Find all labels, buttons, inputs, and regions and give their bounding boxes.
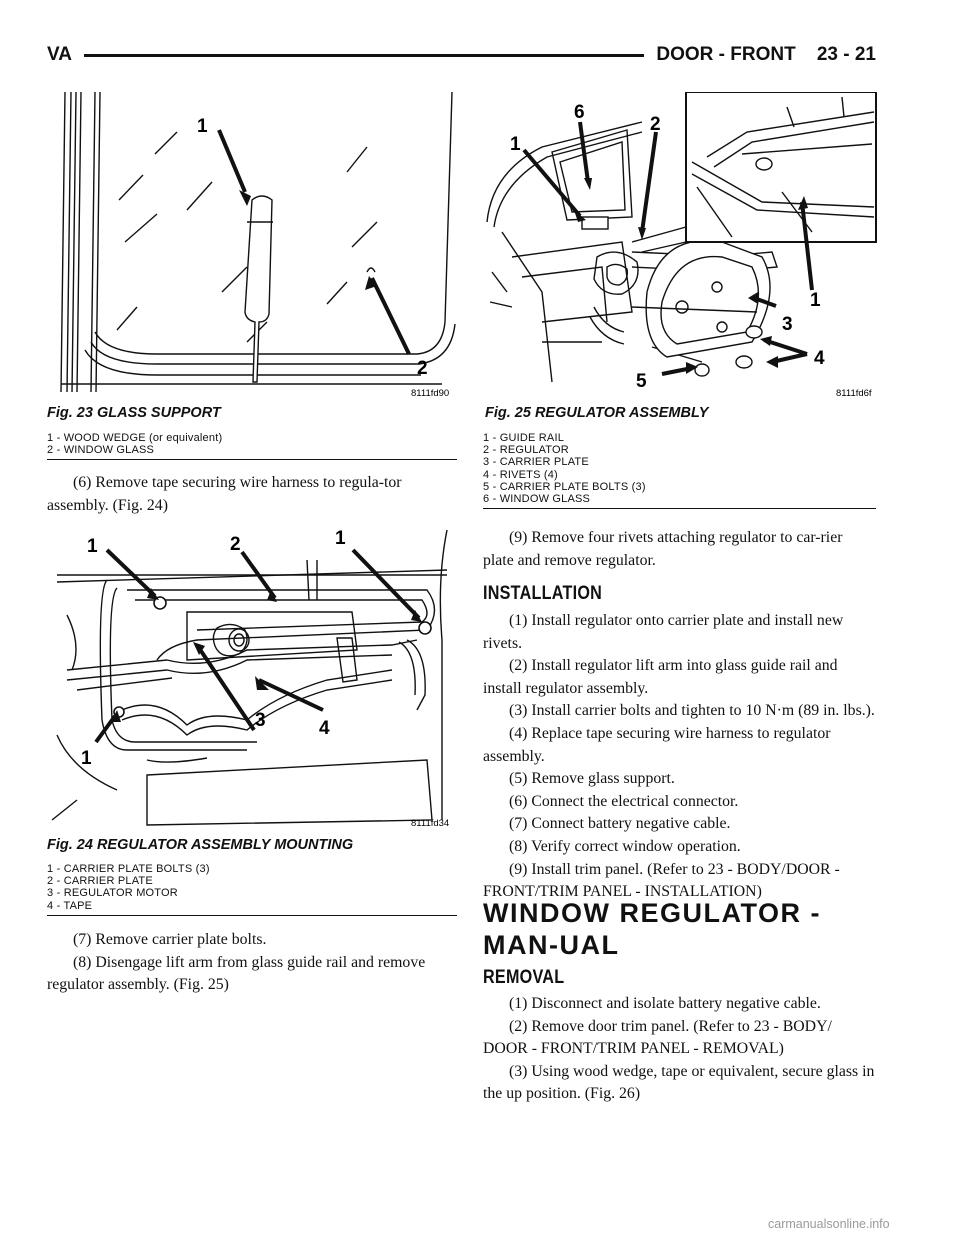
- step-paragraph: (7) Remove carrier plate bolts.: [73, 931, 267, 948]
- installation-steps: [483, 610, 876, 904]
- fig23-id: 8111fd90: [411, 388, 450, 399]
- fig24-legend-item: 2 - CARRIER PLATE: [47, 875, 153, 888]
- section-heading: WINDOW REGULATOR - MAN-UAL: [483, 898, 821, 960]
- install-step: (6) Connect the electrical connector.: [509, 792, 739, 810]
- install-step: (3) Install carrier bolts and tighten to 10 N·m (89 in. lbs.).: [509, 702, 875, 720]
- fig23-legend-item: 1 - WOOD WEDGE (or equivalent): [47, 432, 223, 444]
- fig24-callout-2: 2: [230, 534, 241, 555]
- page-header: [47, 40, 876, 70]
- fig25-callout-1b: 1: [810, 290, 821, 311]
- removal-step: (2) Remove door trim panel. (Refer to 23 - BODY/ DOOR - FRONT/TRIM PANEL - REMOVAL): [483, 1017, 832, 1058]
- fig25-legend-item: 6 - WINDOW GLASS: [483, 493, 591, 506]
- right-text-block-1: [483, 527, 876, 572]
- removal-step: (3) Using wood wedge, tape or equivalent, secure glass in the up position. (Fig. 26): [483, 1062, 875, 1103]
- fig25-callout-4: 4: [814, 348, 825, 369]
- fig25-legend-item: 2 - REGULATOR: [483, 444, 569, 457]
- fig25-legend: [483, 432, 876, 509]
- fig23-illustration: [47, 92, 457, 402]
- fig23-callout-1: 1: [197, 116, 208, 137]
- left-text-block-1: [47, 472, 457, 517]
- fig24-legend: [47, 863, 457, 916]
- header-section-code: VA: [47, 44, 72, 65]
- step-paragraph: (9) Remove four rivets attaching regulator to car-rier plate and remove regulator.: [483, 529, 843, 569]
- fig23-callout-2: 2: [417, 358, 428, 379]
- removal-steps: [483, 993, 876, 1106]
- step-paragraph: (6) Remove tape securing wire harness to regula-tor assembly. (Fig. 24): [47, 474, 402, 514]
- header-rule: [84, 54, 644, 57]
- watermark: carmanualsonline.info: [768, 1217, 890, 1231]
- fig25-legend-item: 3 - CARRIER PLATE: [483, 456, 589, 469]
- fig24-callout-1c: 1: [81, 748, 92, 769]
- fig24-callout-4: 4: [319, 718, 330, 739]
- fig25-caption: Fig. 25 REGULATOR ASSEMBLY: [485, 405, 709, 421]
- fig24-callout-3: 3: [255, 710, 266, 731]
- fig24-legend-item: 1 - CARRIER PLATE BOLTS (3): [47, 863, 210, 875]
- removal-step: (1) Disconnect and isolate battery negative cable.: [509, 995, 821, 1012]
- fig25-legend-item: 5 - CARRIER PLATE BOLTS (3): [483, 480, 646, 493]
- fig24-callout-1: 1: [87, 536, 98, 557]
- fig25-callout-2: 2: [650, 114, 661, 135]
- fig24-caption: Fig. 24 REGULATOR ASSEMBLY MOUNTING: [47, 837, 354, 853]
- step-paragraph: (8) Disengage lift arm from glass guide rail and remove regulator assembly. (Fig. 25): [47, 953, 426, 994]
- fig25-callout-6: 6: [574, 102, 585, 123]
- removal-heading: REMOVAL: [483, 967, 565, 988]
- fig25-illustration: [482, 92, 878, 402]
- install-step: (9) Install trim panel. (Refer to 23 - BODY/DOOR - FRONT/TRIM PANEL - INSTALLATION): [483, 860, 840, 901]
- install-step: (7) Connect battery negative cable.: [509, 815, 731, 833]
- fig25-legend-item: 4 - RIVETS (4): [483, 468, 558, 481]
- fig23-legend: [47, 432, 457, 460]
- fig23-caption: Fig. 23 GLASS SUPPORT: [47, 405, 221, 421]
- fig25-callout-5: 5: [636, 371, 647, 392]
- fig23-legend-item: 2 - WINDOW GLASS: [47, 444, 155, 457]
- install-step: (2) Install regulator lift arm into glass guide rail and install regulator assembly.: [483, 657, 838, 697]
- fig24-id: 8111fd34: [411, 818, 450, 829]
- fig25-legend-item: 1 - GUIDE RAIL: [483, 432, 565, 444]
- install-step: (4) Replace tape securing wire harness to regulator assembly.: [483, 724, 831, 765]
- install-step: (5) Remove glass support.: [509, 770, 675, 788]
- left-text-block-2: [47, 929, 457, 997]
- install-step: (8) Verify correct window operation.: [509, 837, 741, 855]
- fig24-legend-item: 3 - REGULATOR MOTOR: [47, 887, 178, 900]
- fig24-illustration: [47, 520, 457, 830]
- header-page-title: DOOR - FRONT 23 - 21: [656, 44, 876, 65]
- install-step: (1) Install regulator onto carrier plate and install new rivets.: [483, 612, 844, 652]
- installation-heading: INSTALLATION: [483, 583, 603, 604]
- fig25-id: 8111fd6f: [836, 388, 872, 399]
- fig25-callout-3: 3: [782, 314, 793, 335]
- fig24-callout-1b: 1: [335, 528, 346, 549]
- fig25-callout-1: 1: [510, 134, 521, 155]
- fig24-legend-item: 4 - TAPE: [47, 899, 93, 912]
